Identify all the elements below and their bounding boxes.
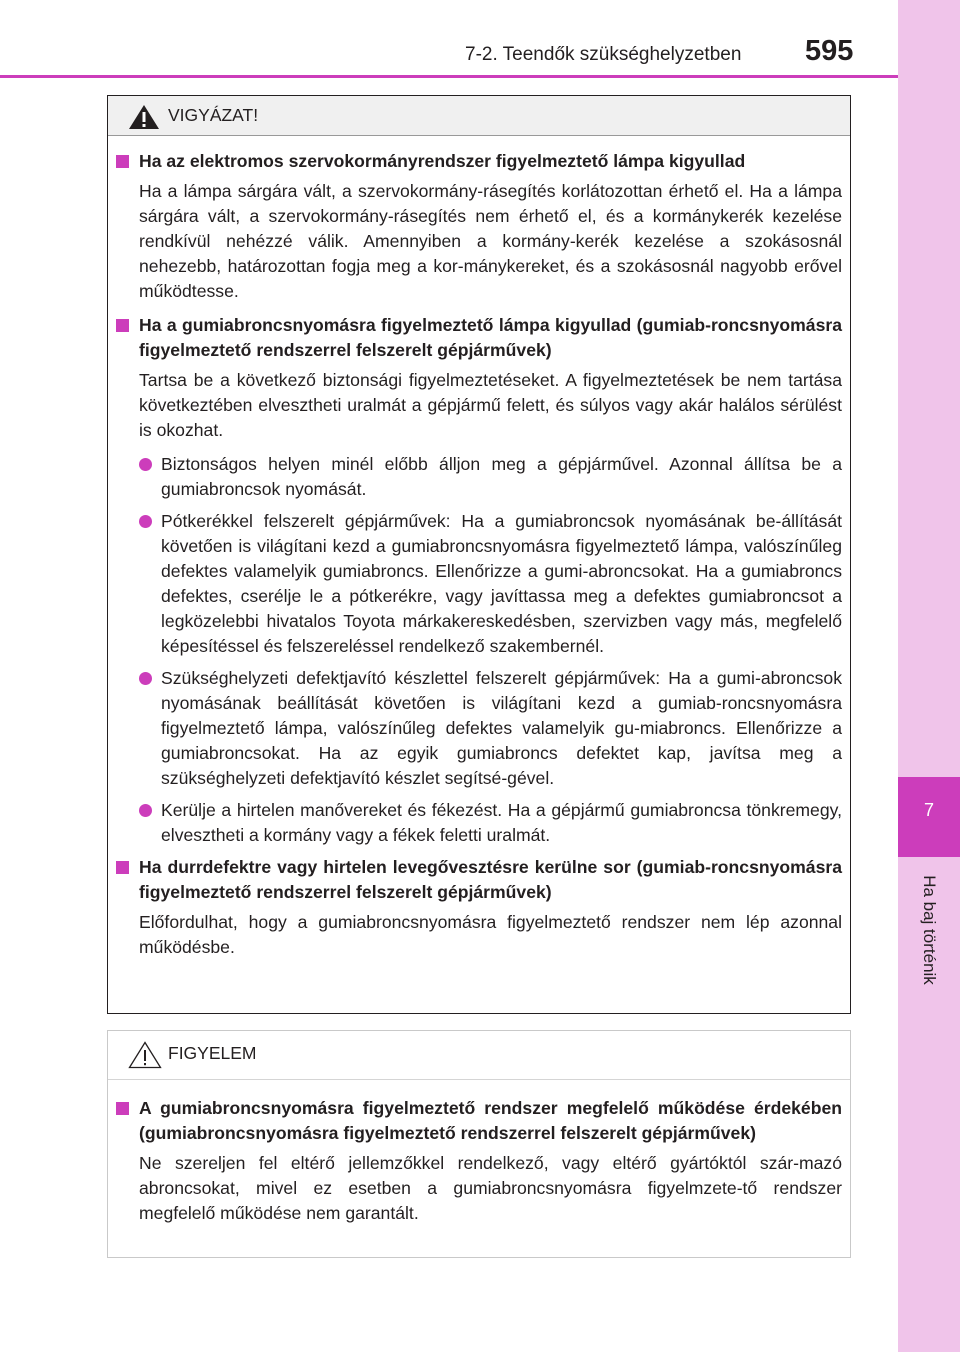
section-text: Tartsa be a következő biztonsági figyelmeztetéseket. A figyelmeztetések be nem tartása következtében elvesztheti uralmát a gépjármű felett, és súlyos vagy akár halálos sérülést is okozhat. <box>139 370 842 440</box>
chapter-title: Ha baj történik <box>920 875 939 985</box>
square-bullet-icon <box>116 319 129 332</box>
round-bullet-icon <box>139 804 152 817</box>
square-bullet-icon <box>116 861 129 874</box>
section-text: Ne szereljen fel eltérő jellemzőkkel rendelkező, vagy eltérő gyártóktól szár-mazó abroncsokat, mivel ez esetben a gumiabroncsnyomásra figyelmzete-tő rendszer megfelelő működése nem garantált. <box>139 1153 842 1223</box>
section-text: Ha a lámpa sárgára vált, a szervokormány-rásegítés korlátozottan érhető el. Ha a lámpa sárgára vált, a szervokormány-rásegítés nem érhető el, és a kormánykerék kezelése rendkívül nehézzé válik. Amennyiben a kormány-kerék kezelése a szokásosnál nehezebb, határozottan fogja meg a kor-mánykereket, és a szokásosnál nagyobb erővel működtesse. <box>139 181 842 301</box>
round-bullet-icon <box>139 515 152 528</box>
section-heading: Ha a gumiabroncsnyomásra figyelmeztető lámpa kigyullad (gumiab-roncsnyomásra figyelmeztető rendszerrel felszerelt gépjárművek) <box>116 313 842 363</box>
notice-box <box>107 1030 851 1258</box>
header-rule <box>0 75 898 78</box>
notice-header <box>108 1031 850 1080</box>
round-bullet-icon <box>139 672 152 685</box>
caution-title: VIGYÁZAT! <box>168 105 259 125</box>
section-heading: A gumiabroncsnyomásra figyelmeztető rendszer megfelelő működése érdekében (gumiabroncsnyomásra figyelmeztető rendszerrel felszerelt gépjárművek) <box>116 1096 842 1146</box>
notice-title: FIGYELEM <box>168 1043 257 1063</box>
section-title: 7-2. Teendők szükséghelyzetben <box>465 44 742 65</box>
list-item: Biztonságos helyen minél előbb álljon meg a gépjárművel. Azonnal állítsa be a gumiabroncsok nyomását. <box>116 452 842 502</box>
round-bullet-icon <box>139 458 152 471</box>
page-number: 595 <box>805 35 854 67</box>
list-item: Kerülje a hirtelen manővereket és fékezést. Ha a gépjármű gumiabroncsa tönkremegy, elvesztheti a kormány vagy a fékek feletti uralmát. <box>116 798 842 848</box>
warning-triangle-filled-icon <box>128 104 160 135</box>
section-heading: Ha az elektromos szervokormányrendszer figyelmeztető lámpa kigyullad <box>116 149 842 174</box>
caution-box <box>107 95 851 1014</box>
warning-triangle-outline-icon <box>128 1041 162 1074</box>
caution-header <box>108 96 850 136</box>
square-bullet-icon <box>116 155 129 168</box>
list-item: Pótkerékkel felszerelt gépjárművek: Ha a gumiabroncsok nyomásának be-állítását követően is világítani kezd a gumiabroncsnyomásra figyelmeztető lámpa, valószínűleg defektes valamelyik gumiabroncs. Ellenőrizze a gumi-abroncsokat. Ha a gumiabroncs defektes, cserélje le a pótkerékre, vagy javíttassa meg a defektes gumiabroncsot a legközelebbi hivatalos Toyota márkakereskedésben, szervizben vagy más, megfelelő képesítéssel és felszereléssel rendelkező szakembernél. <box>116 509 842 659</box>
list-item: Szükséghelyzeti defektjavító készlettel felszerelt gépjárművek: Ha a gumi-abroncsok nyomásának beállítását követően is világítani kezd a gumiab-roncsnyomásra figyelmeztető lámpa, valószínűleg defektes valamelyik gu-miabroncs. Ellenőrizze a gumiabroncsokat. Ha az egyik gumiabroncs defektet kap, javítsa meg a szükséghelyzeti defektjavító készlet segítsé-gével. <box>116 666 842 791</box>
section-text: Előfordulhat, hogy a gumiabroncsnyomásra figyelmeztető rendszer nem lép azonnal működésbe. <box>139 912 842 957</box>
chapter-number: 7 <box>923 800 934 820</box>
section-heading: Ha durrdefektre vagy hirtelen levegővesztésre kerülne sor (gumiab-roncsnyomásra figyelmeztető rendszerrel felszerelt gépjárművek) <box>116 855 842 905</box>
square-bullet-icon <box>116 1102 129 1115</box>
chapter-side-tab <box>898 0 960 1352</box>
